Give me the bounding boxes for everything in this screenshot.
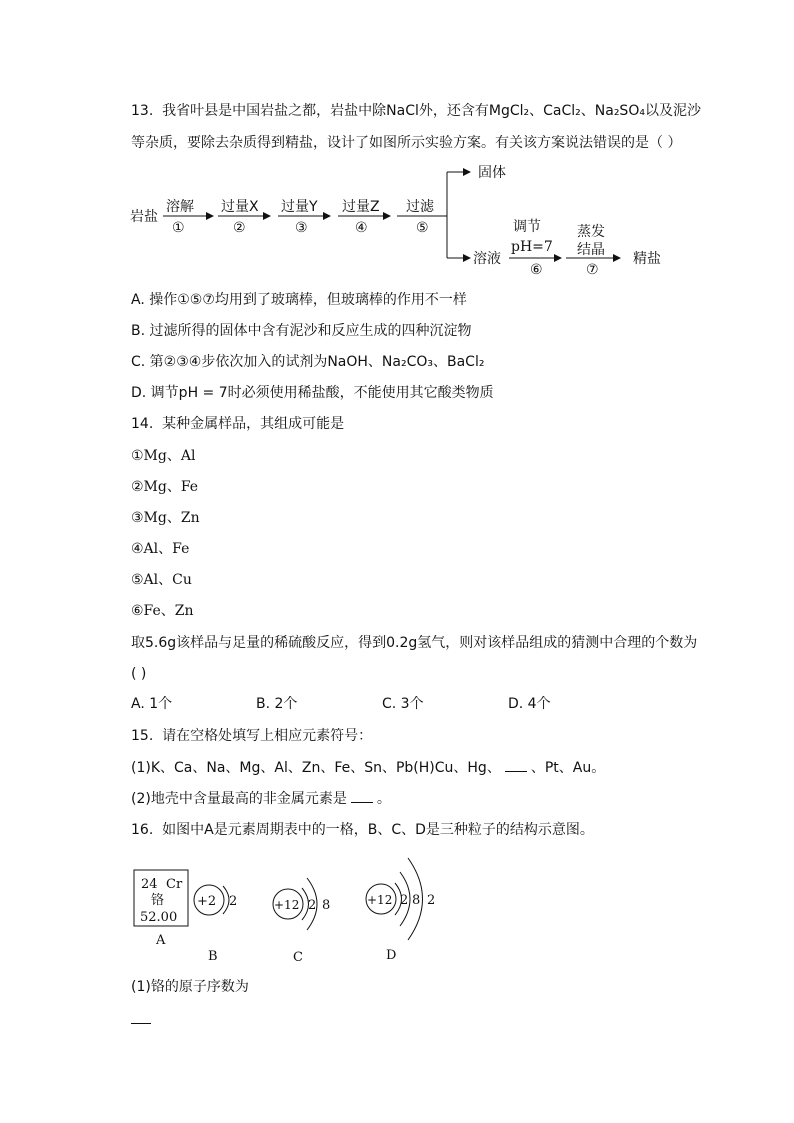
flow-step-2-top: 过量X xyxy=(221,199,259,215)
flow-step-6-bottom: ⑥ xyxy=(530,262,543,278)
q14-item-5: ⑤Al、Cu xyxy=(131,572,192,588)
flow-start-label: 岩盐 xyxy=(130,209,158,225)
flow-step-6-top1: 调节 xyxy=(513,219,541,235)
q15-part2 xyxy=(131,789,391,809)
q13-number: 13. xyxy=(131,103,154,119)
element-mass: 52.00 xyxy=(140,910,178,925)
flow-end-label: 精盐 xyxy=(633,251,661,267)
q14-item-3: ③Mg、Zn xyxy=(131,510,200,526)
particle-d-shell-2: 8 xyxy=(412,893,421,908)
label-d: D xyxy=(386,948,397,963)
particle-c-shell-1: 2 xyxy=(308,898,317,913)
flow-step-1-bottom: ① xyxy=(172,220,185,236)
label-a: A xyxy=(156,933,166,948)
particle-b-shell-1: 2 xyxy=(229,894,238,909)
flow-step-5 xyxy=(397,198,447,236)
q14-item-1: ①Mg、Al xyxy=(131,448,196,464)
particle-b-nucleus: +2 xyxy=(197,894,217,909)
q15-part2-suffix: 。 xyxy=(376,791,391,807)
flow-solution-label: 溶液 xyxy=(473,251,501,267)
q15-number: 15. xyxy=(131,728,154,744)
q16-figure xyxy=(125,848,455,968)
flow-step-3-top: 过量Y xyxy=(281,199,318,215)
particle-b-diagram xyxy=(194,885,237,915)
q14-choice-d: D. 4个 xyxy=(508,696,551,712)
q13-stem-line1: 我省叶县是中国岩盐之都，岩盐中除NaCl外，还含有MgCl₂、CaCl₂、Na₂SO₄以及泥沙 xyxy=(162,103,701,119)
q15-part2-prefix: (2)地壳中含量最高的非金属元素是 xyxy=(131,791,347,807)
flow-step-5-top: 过滤 xyxy=(406,199,434,215)
q15-stem: 请在空格处填写上相应元素符号： xyxy=(162,728,373,744)
q13-option-a: A. 操作①⑤⑦均用到了玻璃棒，但玻璃棒的作用不一样 xyxy=(131,292,467,308)
particle-d-diagram xyxy=(366,858,435,940)
q14-stem: 某种金属样品，其组成可能是 xyxy=(162,416,345,432)
element-atomic-number: 24 xyxy=(141,877,158,892)
q14-choice-a: A. 1个 xyxy=(131,696,173,712)
flow-step-2-bottom: ② xyxy=(233,220,246,236)
element-name: 铬 xyxy=(151,893,165,908)
q13-option-c: C. 第②③④步依次加入的试剂为NaOH、Na₂CO₃、BaCl₂ xyxy=(131,354,485,370)
flow-step-5-bottom: ⑤ xyxy=(416,220,429,236)
flow-step-2 xyxy=(218,199,270,236)
q16-number: 16. xyxy=(131,822,154,838)
flow-step-7 xyxy=(566,223,620,278)
q16-stem: 如图中A是元素周期表中的一格，B、C、D是三种粒子的结构示意图。 xyxy=(162,822,594,838)
element-cell xyxy=(134,870,188,926)
flow-step-7-top1: 蒸发 xyxy=(577,224,605,240)
particle-c-nucleus: +12 xyxy=(274,898,300,912)
q13-option-d: D. 调节pH = 7时必须使用稀盐酸，不能使用其它酸类物质 xyxy=(131,385,494,401)
particle-c-shell-2: 8 xyxy=(322,898,331,913)
q16-header xyxy=(131,820,594,840)
particle-c-diagram xyxy=(273,878,330,930)
particle-d-shell-3: 2 xyxy=(427,893,436,908)
flow-step-3 xyxy=(278,199,330,236)
q15-part2-blank[interactable] xyxy=(351,790,373,803)
flow-step-3-bottom: ③ xyxy=(295,220,308,236)
q15-part1-blank[interactable] xyxy=(505,759,527,772)
q14-header xyxy=(131,414,344,434)
q14-paren: ( ) xyxy=(131,666,147,682)
q14-number: 14. xyxy=(131,416,154,432)
q15-part1 xyxy=(131,758,605,778)
flow-step-4-top: 过量Z xyxy=(342,199,380,215)
q15-header xyxy=(131,726,372,746)
element-symbol: Cr xyxy=(166,877,183,892)
particle-d-shell-1: 2 xyxy=(400,893,409,908)
q13-line1 xyxy=(131,101,701,121)
q13-flow-diagram xyxy=(125,158,705,283)
label-c: C xyxy=(293,950,303,965)
q14-item-2: ②Mg、Fe xyxy=(131,479,199,495)
q16-sub1-blank[interactable] xyxy=(131,1023,151,1024)
q14-choice-b: B. 2个 xyxy=(256,696,298,712)
flow-step-1 xyxy=(163,198,213,236)
flow-solid-label: 固体 xyxy=(478,165,506,181)
flow-step-1-top: 溶解 xyxy=(166,199,194,215)
flow-step-6-top2: pH=7 xyxy=(511,239,553,255)
flow-branch xyxy=(447,172,470,258)
q15-part1-prefix: (1)K、Ca、Na、Mg、Al、Zn、Fe、Sn、Pb(H)Cu、Hg、 xyxy=(131,760,501,776)
q16-sub1: (1)铬的原子序数为 xyxy=(131,979,249,995)
q14-choice-c: C. 3个 xyxy=(382,696,424,712)
q13-stem-line2: 等杂质，要除去杂质得到精盐，设计了如图所示实验方案。有关该方案说法错误的是（ ） xyxy=(131,135,682,151)
q14-item-4: ④Al、Fe xyxy=(131,541,190,557)
q15-part1-suffix: 、Pt、Au。 xyxy=(530,760,606,776)
q14-item-6: ⑥Fe、Zn xyxy=(131,603,194,619)
flow-step-4 xyxy=(338,199,390,236)
flow-step-7-top2: 结晶 xyxy=(577,242,605,258)
particle-d-nucleus: +12 xyxy=(367,893,393,907)
q14-question: 取5.6g该样品与足量的稀硫酸反应，得到0.2g氢气，则对该样品组成的猜测中合理的个数为 xyxy=(131,635,698,651)
flow-step-6 xyxy=(509,218,561,278)
flow-step-4-bottom: ④ xyxy=(355,220,368,236)
flow-step-7-bottom: ⑦ xyxy=(586,262,599,278)
q13-option-b: B. 过滤所得的固体中含有泥沙和反应生成的四种沉淀物 xyxy=(131,323,472,339)
label-b: B xyxy=(208,949,218,964)
